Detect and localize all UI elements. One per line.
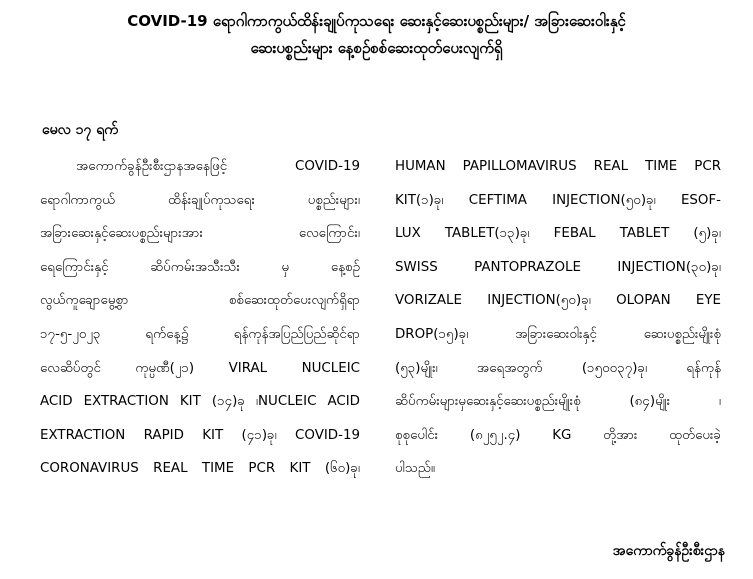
body-line: EXTRACTION RAPID KIT (၄၁)ခု၊ COVID-19	[40, 427, 360, 443]
body-line: ရေကြောင်းနှင့် ဆိပ်ကမ်းအသီးသီး မှ နေ့စဉ်	[40, 259, 360, 275]
body-line: လွယ်ကူချောမွေ့စွာ စစ်ဆေးထုတ်ပေးလျက်ရှိရာ	[40, 293, 360, 309]
body-line: LUX TABLET(၁၃)ခု၊ FEBAL TABLET (၅)ခု၊	[395, 226, 721, 242]
body-line: (၅၃)မျိုး၊ အရေအတွက် (၁၅၀၀၃၇)ခု၊ ရန်ကုန်	[395, 360, 721, 376]
body-line: အခြားဆေးနှင့်ဆေးပစ္စည်းများအား လေကြောင်း၊	[40, 226, 360, 242]
body-column-left	[40, 150, 360, 486]
body-line: VORIZALE INJECTION(၅၀)ခု၊ OLOPAN EYE	[395, 293, 721, 309]
body-line: ACID EXTRACTION KIT (၁၄)ခု ၊NUCLEIC ACID	[40, 394, 360, 410]
body-line: HUMAN PAPILLOMAVIRUS REAL TIME PCR	[395, 159, 721, 174]
body-line: ရောဂါကာကွယ် ထိန်းချုပ်ကုသရေး ပစ္စည်းများ၊	[40, 192, 360, 208]
headline-line-1: COVID-19 ရောဂါကာကွယ်ထိန်းချုပ်ကုသရေး ဆေးနှင့်ဆေးပစ္စည်းများ/ အခြားဆေးဝါးနှင့်	[127, 12, 626, 30]
body-line: KIT(၁)ခု၊ CEFTIMA INJECTION(၅၀)ခု၊ ESOF-	[395, 192, 721, 208]
body-line: လေဆိပ်တွင် ကုမ္ပဏီ(၂၁) VIRAL NUCLEIC	[40, 360, 360, 376]
body-line: အကောက်ခွန်ဦးစီးဌာနအနေဖြင့် COVID-19	[76, 159, 360, 174]
body-line: ပါသည်။	[395, 461, 435, 477]
dateline: မေလ ၁၇ ရက်	[42, 122, 118, 138]
headline-line-2: ဆေးပစ္စည်းများ နေ့စဉ်စစ်ဆေးထုတ်ပေးလျက်ရှိ	[250, 39, 503, 57]
body-line: CORONAVIRUS REAL TIME PCR KIT (၆၀)ခု၊	[40, 461, 360, 477]
body-line: ဆိပ်ကမ်းများမှဆေးနှင့်ဆေးပစ္စည်းမျိုးစုံ (၈၄)မျိုး ၊	[395, 394, 721, 410]
body-line: စုစုပေါင်း (၈၂၅၂.၄) KG တို့အား ထုတ်ပေးခဲ့	[395, 427, 721, 443]
body-column-right	[395, 150, 721, 486]
signature: အကောက်ခွန်ဦးစီးဌာန	[612, 543, 725, 559]
headline	[0, 8, 753, 62]
body-line: DROP(၁၅)ခု၊ အခြားဆေးဝါးနှင့် ဆေးပစ္စည်းမျိုးစုံ	[395, 326, 721, 342]
body-line: SWISS PANTOPRAZOLE INJECTION(၃၀)ခု၊	[395, 259, 721, 275]
body-line: ၁၇-၅-၂၀၂၃ ရက်နေ့၌ ရန်ကုန်အပြည်ပြည်ဆိုင်ရာ	[40, 326, 360, 342]
